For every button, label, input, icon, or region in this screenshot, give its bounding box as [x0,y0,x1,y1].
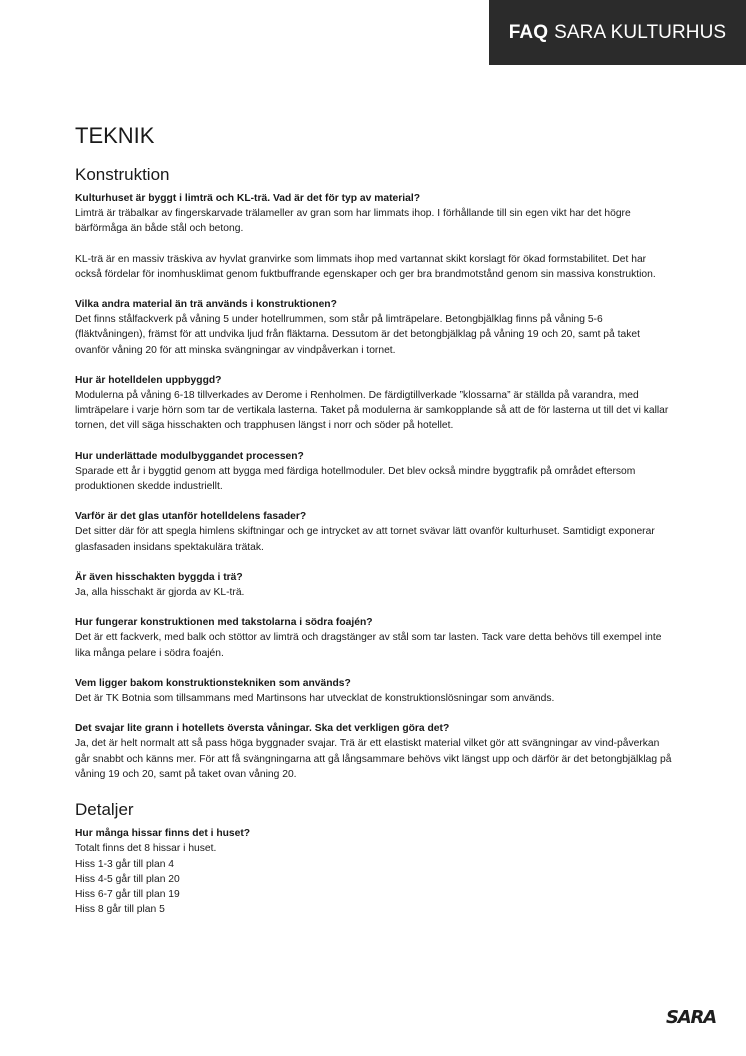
faq-question: Det svajar lite grann i hotellets översta våningar. Ska det verkligen göra det? [75,723,450,735]
section-detaljer [75,799,675,917]
section-konstruktion [75,164,675,782]
faq-question: Hur fungerar konstruktionen med takstolarna i södra foajén? [75,617,373,629]
faq-item [75,509,675,555]
header-faq-label: FAQ [508,21,549,43]
faq-answer: Sparade ett år i byggtid genom att bygga med färdiga hotellmoduler. Det blev också mindre byggtrafik på området eftersom produktionen skedde industriellt. [75,465,636,493]
document-body [75,122,675,932]
faq-question: Är även hisschakten byggda i trä? [75,571,243,583]
faq-item [75,615,675,661]
faq-item [75,676,675,706]
sara-logo: SARA [666,1006,716,1028]
header-title: SARA KULTURHUS [554,21,727,43]
faq-answer: Det är TK Botnia som tillsammans med Martinsons har utvecklat de konstruktionslösningar som används. [75,693,555,705]
section-title: Detaljer [75,800,134,820]
faq-question: Hur många hissar finns det i huset? [75,828,251,840]
faq-answer: Det sitter där för att spegla himlens skiftningar och ge intrycket av att tornet svävar lätt ovanför kulturhuset. Samtidigt exponerar glasfasaden insidans spektakulära trätak. [75,526,655,553]
faq-item [75,826,675,917]
faq-answer: Det är ett fackverk, med balk och stöttor av limträ och dragstänger av stål som tar lasten. Tack vare detta behövs till exempel inte lika många pelare i södra foajén. [75,632,662,659]
header-banner [489,0,746,65]
faq-answer: Modulerna på våning 6-18 tillverkades av Derome i Renholmen. De färdigtillverkade ”klossarna” är ställda på varandra, med limträpelare i varje hörn som tar de vertikala lasterna. Taket på modulerna är samkopplande så att de för lasterna ut till det vi kallar tornen, det vill säga hisschakten och trapphusen längst i norr och söder på hotellet. [75,390,669,432]
faq-answer: KL-trä är en massiv träskiva av hyvlat granvirke som limmats ihop med vartannat skikt korslagt för ökad formstabilitet. Det har också fördelar för inomhusklimat genom fuktbuffrande egenskaper och ger bra brandmotstånd genom sin massiva konstruktion. [75,253,656,280]
faq-item [75,449,675,495]
faq-answer: Ja, alla hisschakt är gjorda av KL-trä. [75,587,245,599]
faq-item [75,191,675,237]
faq-answer: Limträ är träbalkar av fingerskarvade trälameller av gran som har limmats ihop. I förhållande till sin egen vikt har det högre bärförmåga än både stål och betong. [75,208,631,235]
faq-item [75,570,675,600]
page-title: TEKNIK [75,123,155,148]
faq-item [75,721,675,782]
section-title: Konstruktion [75,165,170,184]
faq-answer: Det finns stålfackverk på våning 5 under hotellrummen, som står på limträpelare. Betongbjälklag finns på våning 5-6 (fläktvåningen), främst för att undvika ljud från fläktarna. Dessutom är det betongbjälklag på våning 19 och 20, samt på taket ovanför våning 20 för att minska svängningar av vindpåverkan i tornet. [75,314,640,356]
faq-item [75,373,675,434]
faq-question: Vem ligger bakom konstruktionstekniken som används? [75,677,351,689]
faq-question: Varför är det glas utanför hotelldelens fasader? [75,511,307,523]
faq-question: Hur underlättade modulbyggandet processen? [75,450,304,462]
faq-item [75,297,675,358]
faq-answer: Totalt finns det 8 hissar i huset. Hiss 1-3 går till plan 4 Hiss 4-5 går till plan 20 Hiss 6-7 går till plan 19 Hiss 8 går till plan 5 [75,843,217,916]
faq-answer: Ja, det är helt normalt att så pass höga byggnader svajar. Trä är ett elastiskt material vilket gör att svängningar av vind-påverkan går snabbt och känns mer. För att få svängningarna att gå långsammare behövs vikt längst upp och därför är det betongbjälklag på våning 19 och 20, samt på taket ovan våning 20. [75,738,672,780]
faq-question: Kulturhuset är byggt i limträ och KL-trä. Vad är det för typ av material? [75,193,421,204]
faq-question: Hur är hotelldelen uppbyggd? [75,374,222,386]
faq-question: Vilka andra material än trä används i konstruktionen? [75,299,337,311]
faq-item [75,252,675,282]
